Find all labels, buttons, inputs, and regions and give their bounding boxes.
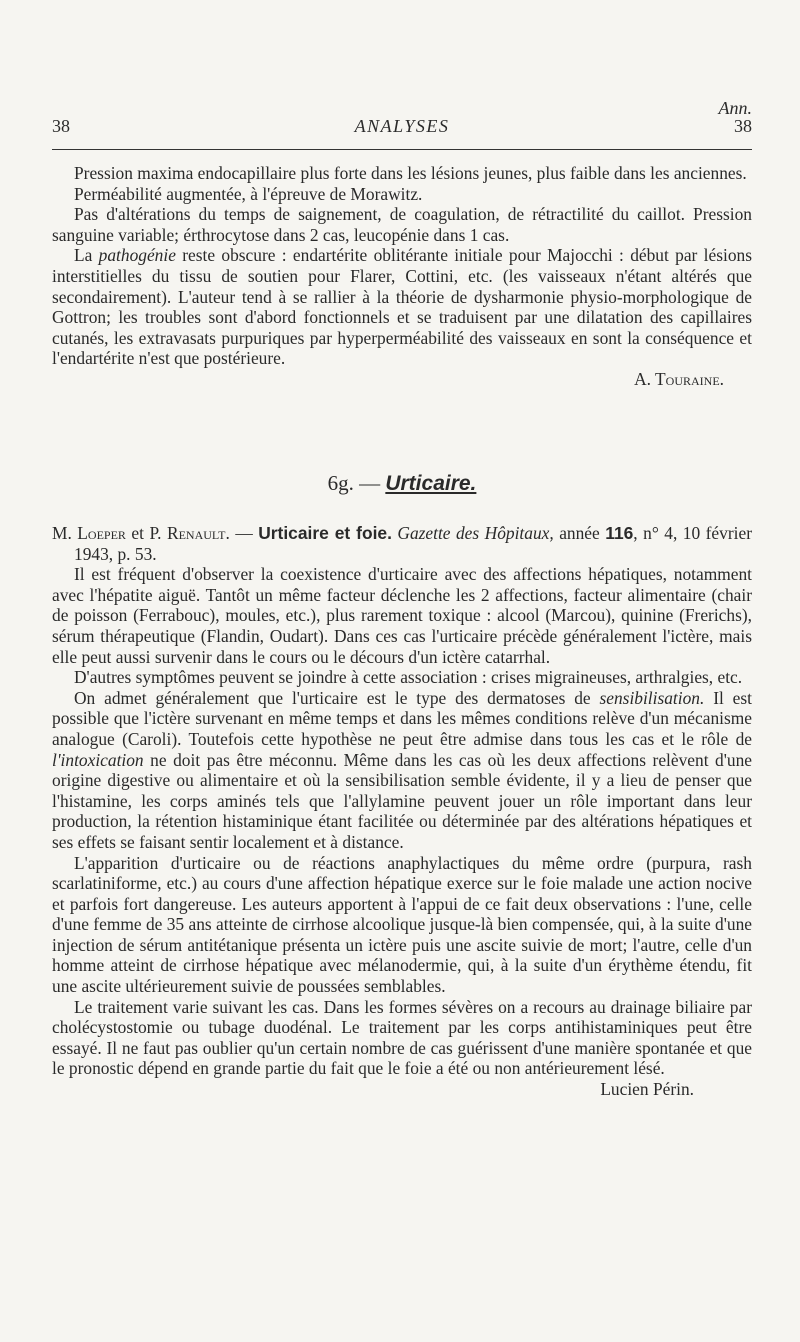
section-number: 6g. [327,471,354,495]
paragraph: Le traitement varie suivant les cas. Dans les formes sévères on a recours au drainage biliaire par cholécystostomie ou tubage duodénal. Le traitement par les corps antihistaminiques peut être essayé. Il ne faut pas oublier qu'un certain nombre de cas guérissent d'une manière spontanée et que le pronostic dépend en grande partie du fait que le foie a été ou non antérieurement lésé. [52,996,752,1079]
emphasis: l'intoxication [52,749,144,770]
volume-number: 116 [605,523,634,543]
previous-abstract [52,163,752,390]
running-title: ANALYSES [354,116,450,136]
paragraph: D'autres symptômes peuvent se joindre à cette association : crises migraineuses, arthralgies, etc. [74,667,743,688]
paragraph: La pathogénie reste obscure : endartérite oblitérante initiale pour Majocchi : début par lésions interstitielles du tissu de soutien pour Flarer, Cottini, etc. (les vaisseaux n'étant altérés que secondairement). L'auteur tend à se rallier à la théorie de dysharmonie physio-morphologique de Gottron; les troubles sont d'abord fonctionnels et se traduisent par une dilatation des capillaires cutanés, les extravasats purpuriques par hyperperméabilité des vaisseaux en sont la conséquence et l'endartérite n'est que postérieure. [52,245,752,369]
emphasis: pathogénie [98,245,176,266]
section-heading [52,471,752,496]
section-dash: — [359,471,381,495]
signature: A. Touraine. [634,368,724,389]
signature: Lucien Périn. [600,1079,694,1100]
running-header [52,116,752,140]
paragraph: L'apparition d'urticaire ou de réactions anaphylactiques du même ordre (purpura, rash scarlatiniforme, etc.) au cours d'une affection hépatique exerce sur le foie malade une action nocive et parfois fort dangereuse. Les auteurs apportent à l'appui de ce fait deux observations : l'une, celle d'une femme de 35 ans atteinte de cirrhose alcoolique jusque-là bien compensée, qui, à la suite d'une injection de sérum antitétanique présenta un ictère puis une ascite suivie de mort; l'autre, celle d'un homme atteint de cirrhose hépatique avec mélanodermie, qui, à la suite d'un érythème étendu, fit une ascite ultérieurement suivie de poussées semblables. [52,852,752,997]
paragraph: On admet généralement que l'urticaire est le type des dermatoses de sensibilisation. Il est possible que l'ictère survenant en même temps et dans les mêmes conditions relève d'un mécanisme analogue (Caroli). Toutefois cette hypothèse ne peut être admise dans tous les cas et le rôle de l'intoxication ne doit pas être méconnu. Même dans les cas où les deux affections relèvent d'une origine digestive ou alimentaire et où la sensibilisation semble évidente, il y a lieu de penser que l'histamine, les corps aminés tels que l'allylamine peuvent jouer un rôle important dans leur production, la rétention histaminique étant facilitée ou déterminée par des altérations hépatiques et ses effets se faisant sentir localement et à distance. [52,687,753,852]
section-title: Urticaire. [385,472,477,495]
emphasis: sensibilisation. [599,687,705,708]
urticaire-abstract [52,523,752,1100]
paragraph: Il est fréquent d'observer la coexistence d'urticaire avec des affections hépatiques, notamment avec l'hépatite aiguë. Tantôt un même facteur déclenche les 2 affections, facteur alimentaire (chair de poisson (Ferrabouc), moules, etc.), plus rarement toxique : alcool (Marcou), quinine (Frerichs), sérum thérapeutique (Flandin, Oudart). Dans ces cas l'urticaire précède généralement l'ictère, mais elle peut aussi survenir dans le cours ou le décours d'un ictère catarrhal. [52,564,752,667]
paragraph: Pression maxima endocapillaire plus forte dans les lésions jeunes, plus faible dans les anciennes. [74,163,747,183]
header-rule [52,149,752,150]
annotation-ann: Ann. [718,98,752,118]
paragraph: Pas d'altérations du temps de saignement, de coagulation, de rétractilité du caillot. Pression sanguine variable; érthrocytose dans 2 cas, leucopénie dans 1 cas. [52,204,752,245]
page-number-right: 38 [734,116,752,136]
journal-name: Gazette des Hôpitaux, [391,523,554,543]
bibliographic-reference: M. Loeper et P. Renault. — Urticaire et foie. Gazette des Hôpitaux, année 116, n° 4, 10 février 1943, p. 53. [52,523,752,564]
paragraph: Perméabilité augmentée, à l'épreuve de Morawitz. [74,183,423,204]
article-title: Urticaire et foie. [258,523,392,543]
page-number-left: 38 [52,116,70,136]
